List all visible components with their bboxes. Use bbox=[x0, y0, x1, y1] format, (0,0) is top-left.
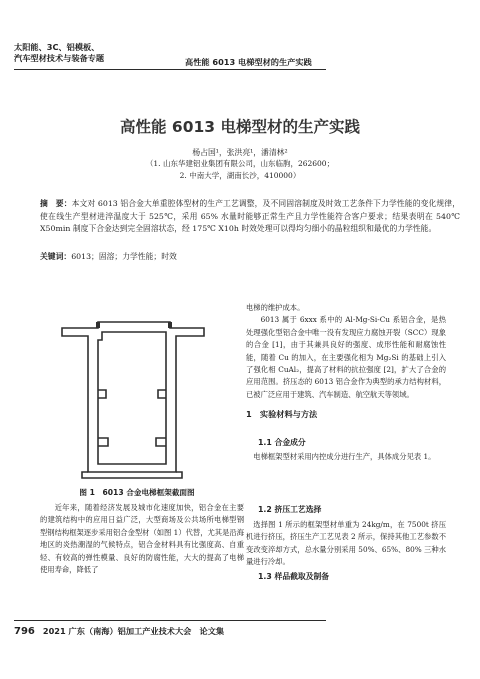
keywords-text: 6013；固溶；力学性能；时效 bbox=[71, 252, 177, 261]
header-rule bbox=[14, 69, 326, 70]
figure-caption: 图 1 6013 合金电梯框架截面图 bbox=[79, 488, 195, 497]
keywords-label: 关键词： bbox=[40, 252, 72, 261]
conference-name: 2021 广东（南海）铝加工产业技术大会 论文集 bbox=[42, 626, 225, 636]
subsection-heading-1-2: 1.2 挤压工艺选择 bbox=[258, 505, 322, 514]
intro-right-column bbox=[246, 302, 446, 401]
subsection-heading-1-1: 1.1 合金成分 bbox=[258, 438, 306, 447]
running-title: 高性能 6013 电梯型材的生产实践 bbox=[185, 57, 312, 67]
subsection-1-1-paragraph: 电梯框架型材采用内控成分进行生产，具体成分见表 1。 bbox=[253, 452, 436, 461]
footer-rule bbox=[14, 620, 326, 621]
subsection-heading-1-3: 1.3 样品截取及制备 bbox=[258, 572, 330, 581]
affiliation-1: （1. 山东华建铝业集团有限公司，山东临朐，262600； bbox=[145, 159, 335, 168]
subsection-1-2-text bbox=[246, 519, 446, 569]
intro-left-column bbox=[40, 502, 244, 576]
subsection-1-1-text bbox=[246, 451, 446, 463]
abstract-label: 摘 要： bbox=[40, 199, 72, 208]
paper-title: 高性能 6013 电梯型材的生产实践 bbox=[120, 118, 360, 136]
affiliation-2: 2. 中南大学，湖南长沙，410000） bbox=[179, 171, 301, 180]
subsection-1-2-paragraph: 选择图 1 所示的框架型材单重为 24kg/m，在 7500t 挤压机进行挤压，挤压生产工艺见表 2 所示，保持其他工艺参数不变改变淬却方式，总水量分别采用 50%、65%、80% 三种水量进行冷却。 bbox=[246, 520, 446, 567]
section-heading-1: 1 实验材料与方法 bbox=[246, 409, 318, 419]
intro-continued: 电梯的维护成本。 bbox=[246, 303, 305, 312]
abstract-text: 本文对 6013 铝合金大单重腔体型材的生产工艺调整，及不同固溶制度及时效工艺条件下力学性能的变化规律，使在线生产型材进淬温度大于 525℃，采用 65% 水量时能够正常生产且力学性能符合客户要求；结果表明在 540℃ X50min 制度下合金达到完全固溶状态，经 175℃ X10h 时效处理可以得均匀细小的晶粒组织和最优的力学性能。 bbox=[40, 199, 460, 233]
affiliations bbox=[0, 158, 480, 182]
footer bbox=[14, 626, 224, 637]
intro-paragraph-2: 6013 属于 6xxx 系中的 Al-Mg-Si-Cu 系铝合金，是热处理强化型铝合金中唯一没有发现应力腐蚀开裂（SCC）现象的合金 [1]，由于其兼具良好的强度、成形性能和耐腐蚀性能，随着 Cu 的加入，在主要强化相为 Mg₂Si 的基础上引入了强化相 CuAl₂，提高了材料的抗拉强度 [2]，扩大了合金的应用范围。挤压态的 6013 铝合金作为典型的承力结构材料，已被广泛应用于建筑、汽车制造、航空航天等领域。 bbox=[246, 315, 446, 399]
series-label bbox=[14, 42, 164, 64]
series-label-line1: 太阳能、3C、铝模板、 bbox=[14, 42, 100, 52]
authors: 杨占国¹，张洪亮¹，潘清林² bbox=[192, 148, 288, 157]
elevator-frame-cross-section-figure bbox=[58, 320, 208, 480]
intro-paragraph: 近年来，随着经济发展及城市化速度加快，铝合金在主要的建筑结构中的应用日益广泛，大型商场及公共场所电梯型钢型钢结构框架逐步采用铝合金型材（如图 1）代替，尤其是沿海地区的炎热潮湿的气候特点，铝合金材料具有比强度高、自重轻、有较高的弹性模量、良好的防腐性能，大大的提高了电梯使用寿命，降低了 bbox=[40, 503, 244, 575]
series-label-line2: 汽车型材技术与装备专题 bbox=[14, 53, 105, 63]
keywords bbox=[40, 251, 460, 262]
abstract bbox=[40, 198, 460, 236]
page-number: 796 bbox=[14, 626, 35, 637]
